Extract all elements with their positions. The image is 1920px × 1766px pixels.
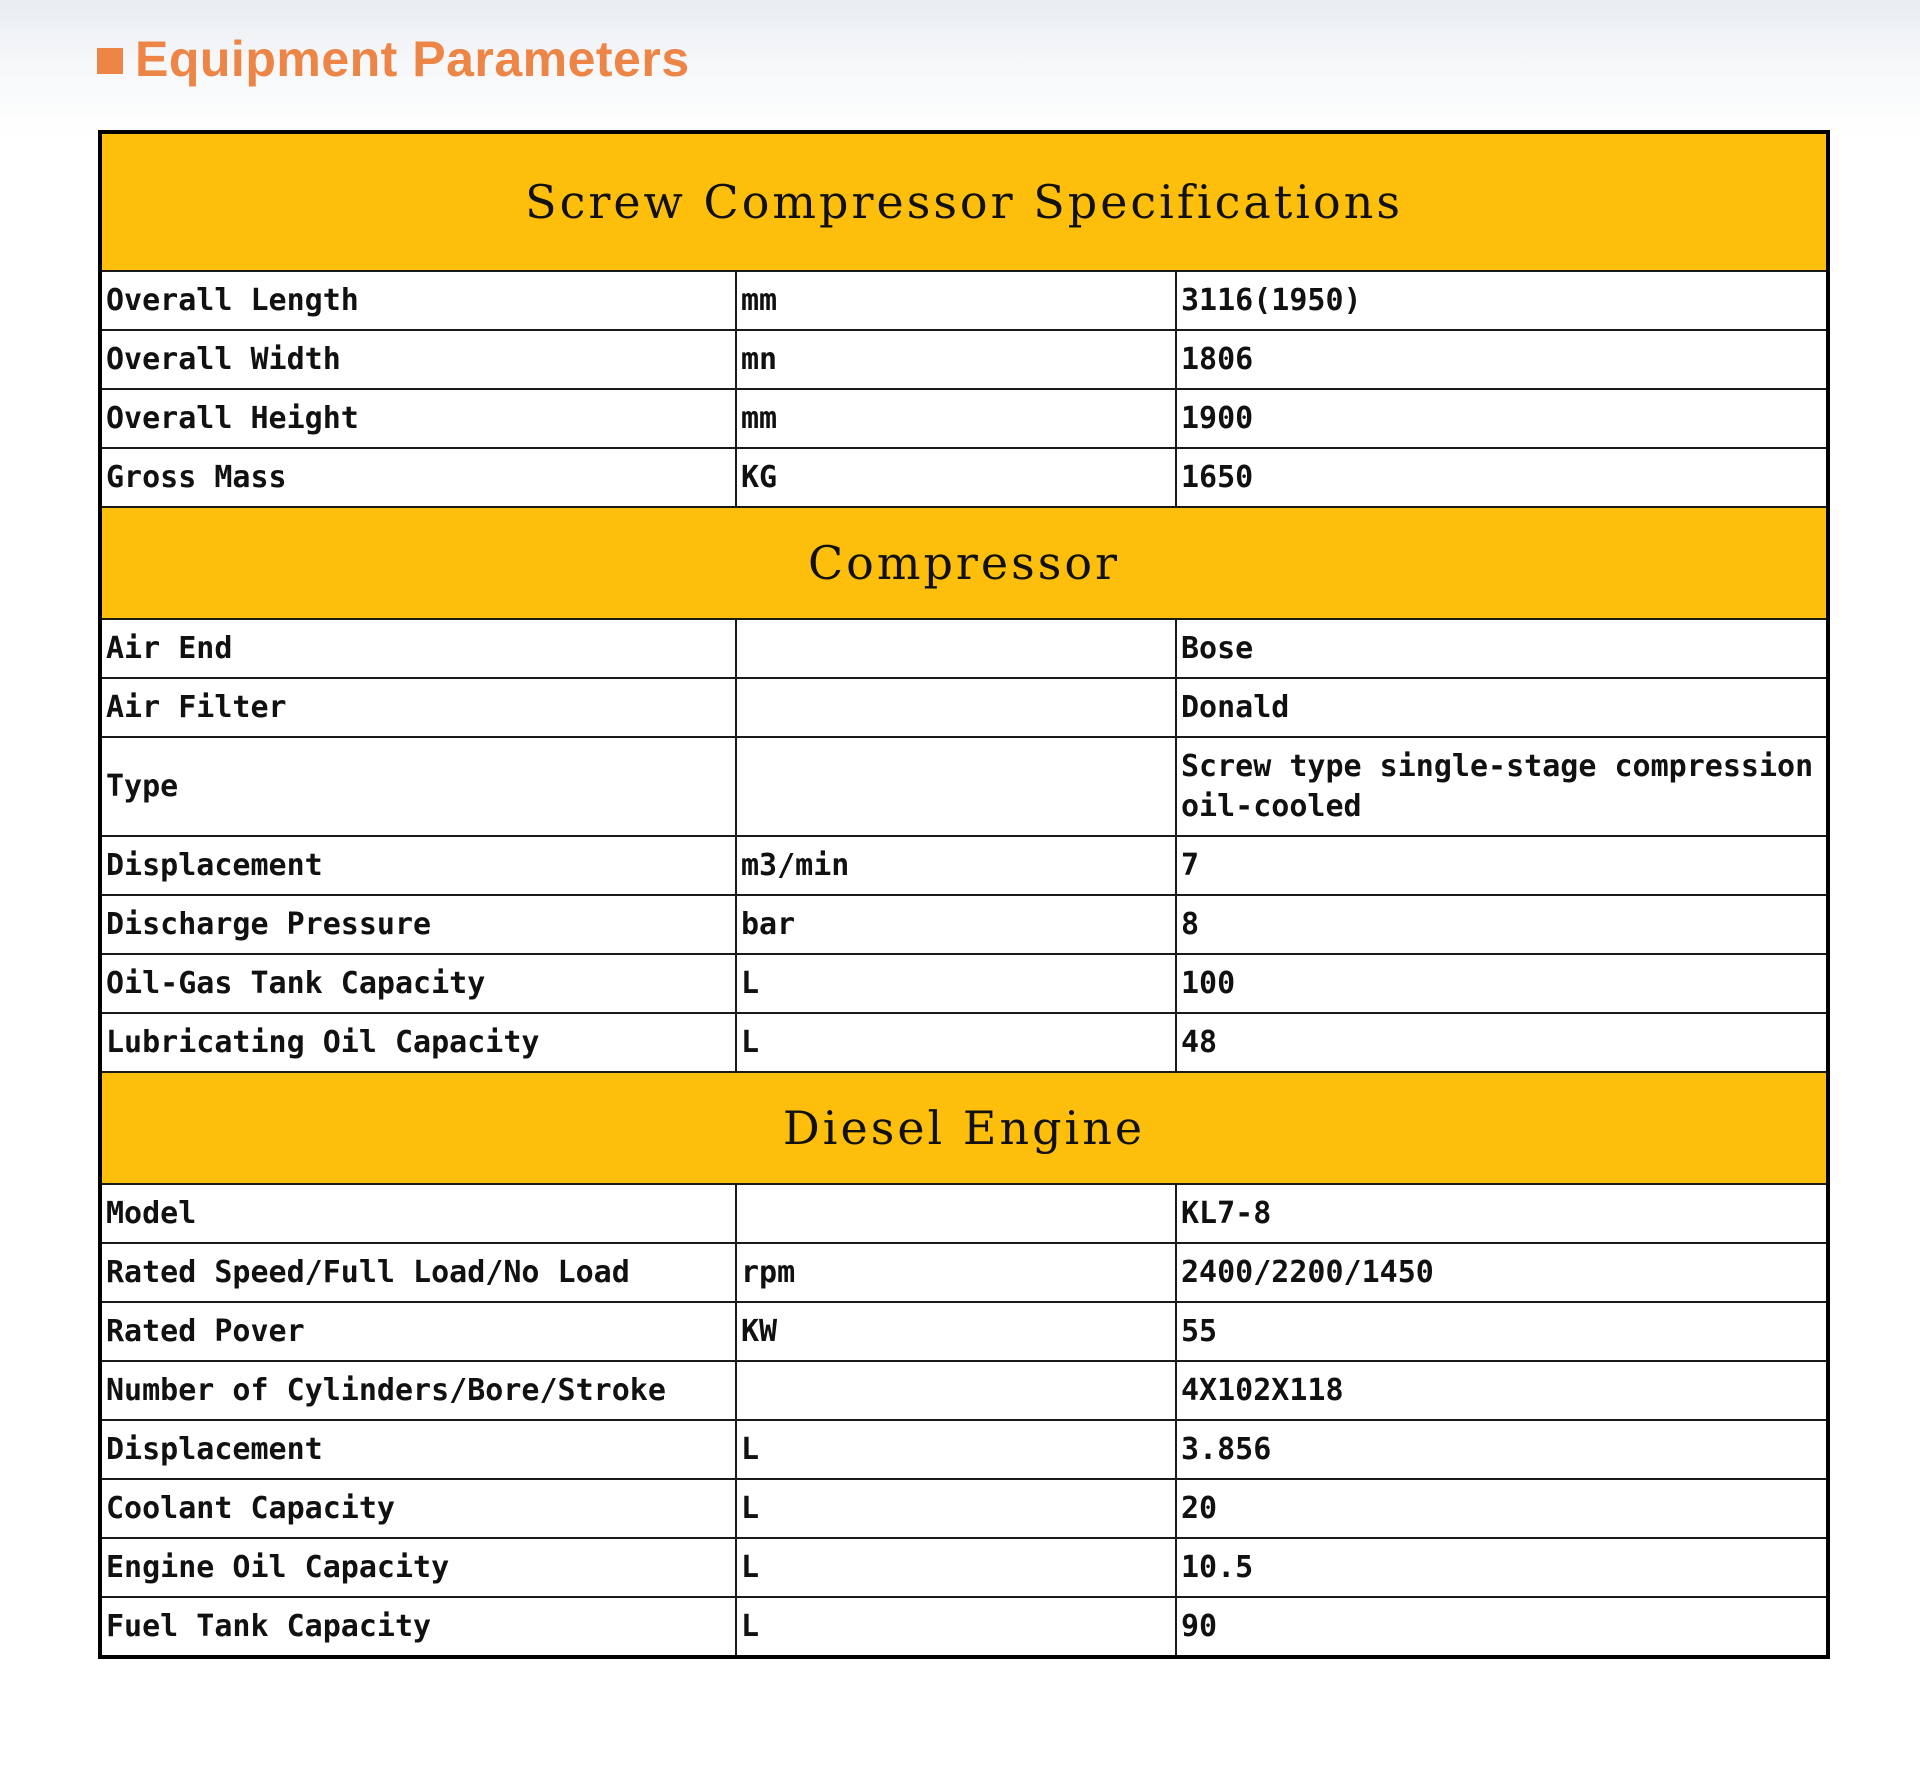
param-name: Overall Length <box>100 271 736 330</box>
param-value: 1650 <box>1176 448 1828 507</box>
section-title: Screw Compressor Specifications <box>100 132 1828 271</box>
param-unit: L <box>736 1479 1176 1538</box>
param-value: 2400/2200/1450 <box>1176 1243 1828 1302</box>
param-unit: L <box>736 1597 1176 1657</box>
param-unit: L <box>736 1538 1176 1597</box>
table-row <box>100 448 1828 507</box>
param-name: Lubricating Oil Capacity <box>100 1013 736 1072</box>
param-unit: rpm <box>736 1243 1176 1302</box>
table-row <box>100 836 1828 895</box>
param-value: 20 <box>1176 1479 1828 1538</box>
param-unit: KG <box>736 448 1176 507</box>
param-name: Coolant Capacity <box>100 1479 736 1538</box>
param-name: Displacement <box>100 836 736 895</box>
table-row <box>100 737 1828 836</box>
param-unit: bar <box>736 895 1176 954</box>
param-unit: L <box>736 1013 1176 1072</box>
param-value: 7 <box>1176 836 1828 895</box>
table-row <box>100 1420 1828 1479</box>
param-unit: mn <box>736 330 1176 389</box>
param-unit: L <box>736 954 1176 1013</box>
param-value: 4X102X118 <box>1176 1361 1828 1420</box>
section-header-row <box>100 1072 1828 1184</box>
param-value: Donald <box>1176 678 1828 737</box>
specifications-table <box>98 130 1830 1659</box>
param-value: 1900 <box>1176 389 1828 448</box>
table-row <box>100 1243 1828 1302</box>
heading-square-icon <box>97 48 123 74</box>
param-name: Overall Height <box>100 389 736 448</box>
param-unit <box>736 678 1176 737</box>
table-row <box>100 1013 1828 1072</box>
param-name: Rated Speed/Full Load/No Load <box>100 1243 736 1302</box>
param-value: 1806 <box>1176 330 1828 389</box>
param-value: 90 <box>1176 1597 1828 1657</box>
param-name: Number of Cylinders/Bore/Stroke <box>100 1361 736 1420</box>
param-unit: mm <box>736 271 1176 330</box>
param-name: Displacement <box>100 1420 736 1479</box>
param-unit <box>736 1361 1176 1420</box>
param-name: Rated Pover <box>100 1302 736 1361</box>
param-name: Oil-Gas Tank Capacity <box>100 954 736 1013</box>
param-value: 48 <box>1176 1013 1828 1072</box>
param-unit: mm <box>736 389 1176 448</box>
param-value: Screw type single-stage compression oil-cooled <box>1176 737 1828 836</box>
table-row <box>100 1538 1828 1597</box>
param-unit <box>736 619 1176 678</box>
param-unit: m3/min <box>736 836 1176 895</box>
section-title: Compressor <box>100 507 1828 619</box>
table-row <box>100 1184 1828 1243</box>
table-row <box>100 954 1828 1013</box>
param-unit <box>736 1184 1176 1243</box>
page-heading <box>97 26 690 92</box>
table-row <box>100 1302 1828 1361</box>
param-value: 3116(1950) <box>1176 271 1828 330</box>
table-row <box>100 1597 1828 1657</box>
table-row <box>100 1361 1828 1420</box>
param-name: Gross Mass <box>100 448 736 507</box>
table-row <box>100 330 1828 389</box>
section-header-row <box>100 132 1828 271</box>
param-value: Bose <box>1176 619 1828 678</box>
param-value: 100 <box>1176 954 1828 1013</box>
param-name: Air End <box>100 619 736 678</box>
page-title: Equipment Parameters <box>135 31 690 87</box>
param-name: Fuel Tank Capacity <box>100 1597 736 1657</box>
param-name: Type <box>100 737 736 836</box>
table-row <box>100 1479 1828 1538</box>
param-unit <box>736 737 1176 836</box>
param-value: 8 <box>1176 895 1828 954</box>
param-name: Overall Width <box>100 330 736 389</box>
param-name: Air Filter <box>100 678 736 737</box>
table-row <box>100 619 1828 678</box>
table-row <box>100 389 1828 448</box>
table-row <box>100 895 1828 954</box>
section-header-row <box>100 507 1828 619</box>
param-name: Model <box>100 1184 736 1243</box>
table-row <box>100 271 1828 330</box>
param-value: 3.856 <box>1176 1420 1828 1479</box>
param-name: Engine Oil Capacity <box>100 1538 736 1597</box>
section-title: Diesel Engine <box>100 1072 1828 1184</box>
param-value: 10.5 <box>1176 1538 1828 1597</box>
table-row <box>100 678 1828 737</box>
param-value: 55 <box>1176 1302 1828 1361</box>
param-unit: L <box>736 1420 1176 1479</box>
param-name: Discharge Pressure <box>100 895 736 954</box>
param-unit: KW <box>736 1302 1176 1361</box>
param-value: KL7-8 <box>1176 1184 1828 1243</box>
